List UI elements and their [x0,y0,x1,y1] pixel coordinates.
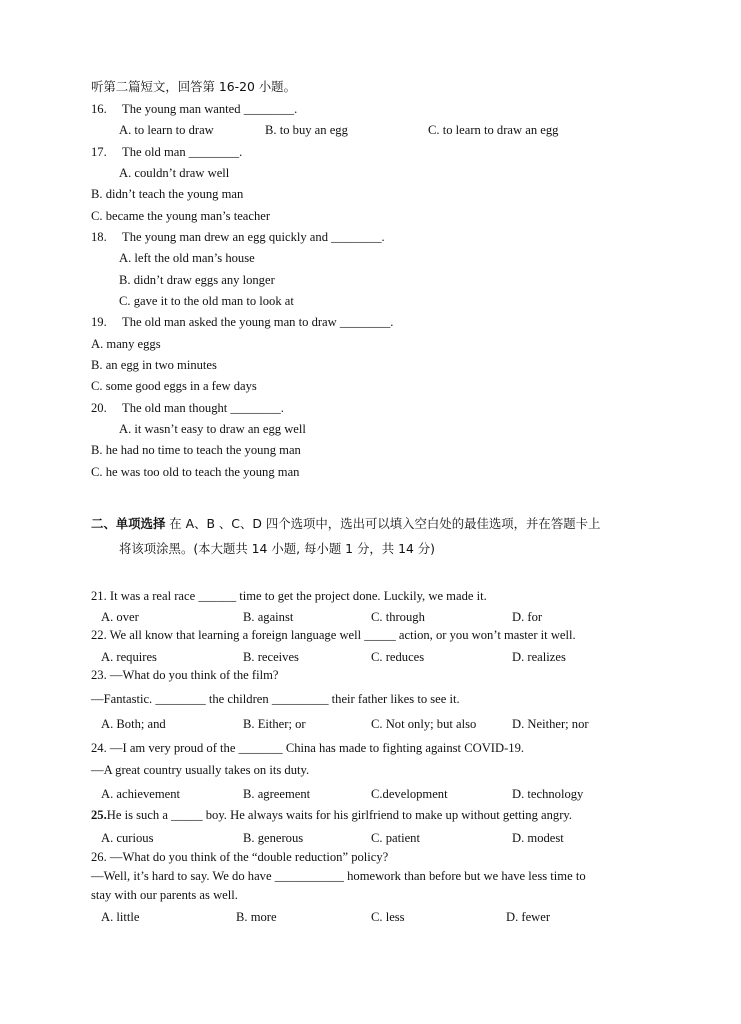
section-2-heading-bold: 二、单项选择 [91,516,166,531]
section-2-heading-line2: 将该项涂黑。(本大题共 14 小题, 每小题 1 分，共 14 分) [119,541,436,556]
question-22-option-d: D. realizes [512,650,566,664]
question-24-stem-2: —A great country usually takes on its duty. [91,763,310,777]
question-19-option-b: B. an egg in two minutes [91,358,217,372]
question-25-stem: He is such a _____ boy. He always waits for his girlfriend to make up without getting angry. [106,808,573,822]
question-20-option-b: B. he had no time to teach the young man [91,443,301,457]
question-18-number: 18. [91,230,107,244]
question-24-option-d: D. technology [512,787,584,801]
question-16-option-c: C. to learn to draw an egg [428,123,559,137]
question-16-number: 16. [91,102,107,116]
question-25 [91,807,572,823]
question-21-option-d: D. for [512,610,543,624]
question-18-option-c: C. gave it to the old man to look at [119,294,294,308]
question-16-option-a: A. to learn to draw [119,123,214,137]
question-20-option-c: C. he was too old to teach the young man [91,465,300,479]
question-25-option-a: A. curious [101,831,154,845]
question-18-option-b: B. didn’t draw eggs any longer [119,273,275,287]
question-23-stem: 23. —What do you think of the film? [91,668,279,682]
question-26-stem: 26. —What do you think of the “double reduction” policy? [91,850,389,864]
question-24-option-a: A. achievement [101,787,181,801]
question-19-number: 19. [91,315,107,329]
question-16-stem: The young man wanted ________. [122,102,298,116]
section-2-heading-rest: 在 A、B 、C、D 四个选项中，选出可以填入空白处的最佳选项，并在答题卡上 [165,516,601,531]
question-23-stem-2: —Fantastic. ________ the children _________ their father likes to see it. [91,692,460,706]
question-23-option-d: D. Neither; nor [512,717,589,731]
question-26-option-a: A. little [101,910,140,924]
question-26-option-d: D. fewer [506,910,551,924]
question-18-stem: The young man drew an egg quickly and ________. [122,230,385,244]
question-22-stem: 22. We all know that learning a foreign language well _____ action, or you won’t master it well. [91,628,576,642]
question-20-number: 20. [91,401,107,415]
question-24-option-c: C.development [371,787,448,801]
question-26-option-c: C. less [371,910,405,924]
question-21-option-b: B. against [243,610,294,624]
question-26-option-b: B. more [236,910,277,924]
question-25-option-c: C. patient [371,831,420,845]
question-17-option-b: B. didn’t teach the young man [91,187,244,201]
question-17-number: 17. [91,145,107,159]
section-2-heading [91,516,600,532]
question-22-option-a: A. requires [101,650,157,664]
question-23-option-a: A. Both; and [101,717,166,731]
question-21-option-c: C. through [371,610,425,624]
question-20-option-a: A. it wasn’t easy to draw an egg well [119,422,306,436]
question-23-option-b: B. Either; or [243,717,306,731]
question-23-option-c: C. Not only; but also [371,717,477,731]
listening-instruction: 听第二篇短文，回答第 16-20 小题。 [91,79,296,94]
question-26-stem-3: stay with our parents as well. [91,888,238,902]
question-19-option-c: C. some good eggs in a few days [91,379,257,393]
question-17-option-c: C. became the young man’s teacher [91,209,271,223]
question-19-option-a: A. many eggs [91,337,161,351]
question-26-stem-2: —Well, it’s hard to say. We do have ___________ homework than before but we have less time to [91,869,586,883]
question-17-stem: The old man ________. [122,145,243,159]
question-24-stem: 24. —I am very proud of the _______ China has made to fighting against COVID-19. [91,741,525,755]
question-20-stem: The old man thought ________. [122,401,284,415]
question-25-option-d: D. modest [512,831,564,845]
question-17-option-a: A. couldn’t draw well [119,166,230,180]
question-18-option-a: A. left the old man’s house [119,251,255,265]
question-22-option-c: C. reduces [371,650,425,664]
question-22-option-b: B. receives [243,650,299,664]
question-16-option-b: B. to buy an egg [265,123,348,137]
question-21-stem: 21. It was a real race ______ time to get the project done. Luckily, we made it. [91,589,487,603]
question-19-stem: The old man asked the young man to draw ________. [122,315,394,329]
question-21-option-a: A. over [101,610,139,624]
question-24-option-b: B. agreement [243,787,311,801]
question-25-number: 25. [91,808,107,822]
question-25-option-b: B. generous [243,831,304,845]
